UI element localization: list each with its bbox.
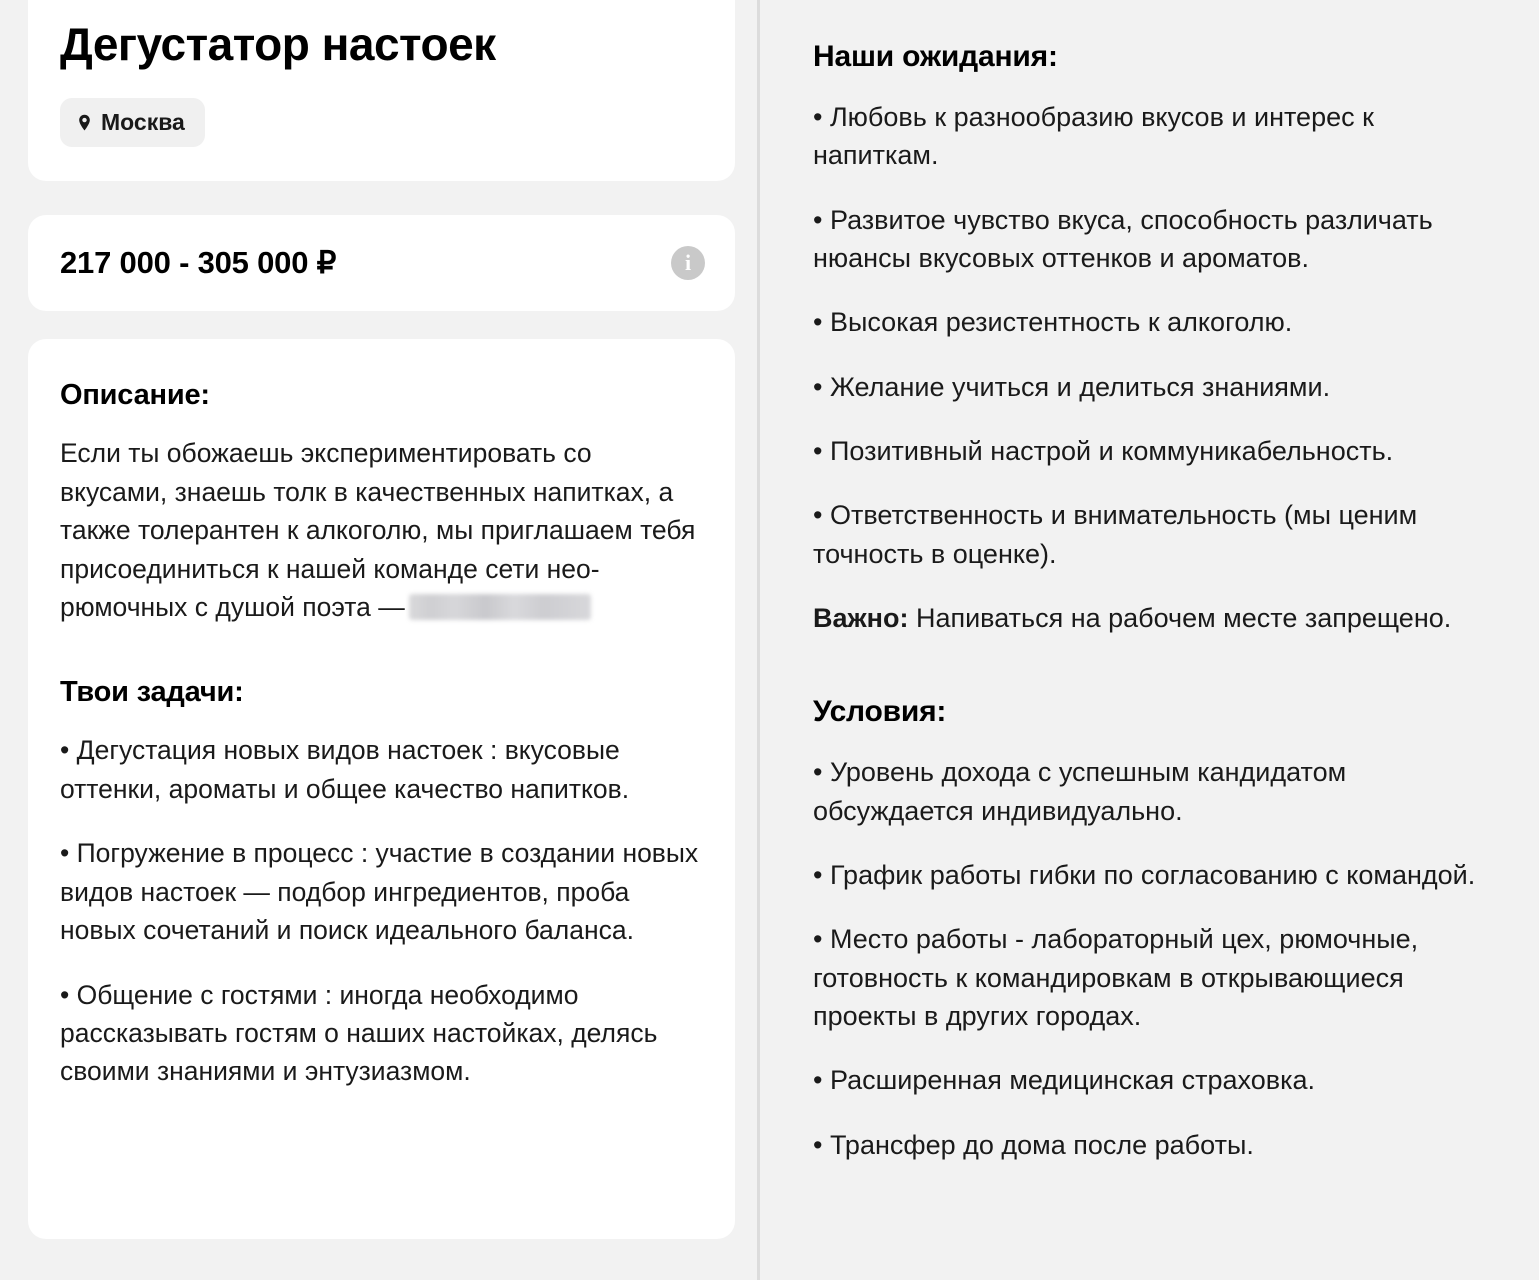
task-item: • Общение с гостями : иногда необходимо рассказывать гостям о наших настойках, делясь своими знаниями и энтузиазмом. xyxy=(60,979,658,1087)
expectation-item: • Позитивный настрой и коммуникабельность. xyxy=(813,435,1394,466)
expectation-item: • Ответственность и внимательность (мы ценим точность в оценке). xyxy=(813,500,1418,569)
expectation-item: • Развитое чувство вкуса, способность различать нюансы вкусовых оттенков и ароматов. xyxy=(813,204,1433,273)
description-heading: Описание: xyxy=(60,379,210,412)
condition-item: • Место работы - лабораторный цех, рюмочные, готовность к командировкам в открывающиеся проекты в других городах. xyxy=(813,924,1419,1031)
condition-item: • График работы гибки по согласованию с командой. xyxy=(813,859,1476,890)
salary-value: 217 000 - 305 000 ₽ xyxy=(60,245,337,281)
info-icon[interactable]: i xyxy=(671,246,705,280)
map-pin-icon xyxy=(76,114,93,131)
description-paragraph xyxy=(60,434,701,626)
salary-card xyxy=(28,215,735,311)
condition-item: • Расширенная медицинская страховка. xyxy=(813,1065,1316,1096)
job-header-card xyxy=(28,0,735,181)
location-badge xyxy=(60,98,205,147)
redacted-company-name xyxy=(409,594,591,620)
expectation-item: • Желание учиться и делиться знаниями. xyxy=(813,371,1331,402)
important-note xyxy=(813,599,1492,637)
conditions-heading: Условия: xyxy=(813,695,947,729)
left-column xyxy=(0,0,757,1280)
task-item: • Дегустация новых видов настоек : вкусовые оттенки, ароматы и общее качество напитков. xyxy=(60,735,630,804)
tasks-heading: Твои задачи: xyxy=(60,676,244,709)
task-item: • Погружение в процесс : участие в создании новых видов настоек — подбор ингредиентов, проба новых сочетаний и поиск идеального баланса. xyxy=(60,838,699,946)
column-divider xyxy=(757,0,760,1280)
important-label: Важно: xyxy=(813,602,909,633)
condition-item: • Уровень дохода с успешным кандидатом обсуждается индивидуально. xyxy=(813,757,1347,826)
description-text: Если ты обожаешь экспериментировать со вкусами, знаешь толк в качественных напитках, а также толерантен к алкоголю, мы приглашаем тебя присоединиться к нашей команде сети нео-рюмочных с душой поэта — xyxy=(60,438,696,622)
expectations-heading: Наши ожидания: xyxy=(813,40,1058,73)
description-card xyxy=(28,339,735,1239)
location-label: Москва xyxy=(101,109,185,136)
right-column xyxy=(757,0,1536,1280)
condition-item: • Трансфер до дома после работы. xyxy=(813,1129,1254,1160)
important-text: Напиваться на рабочем месте запрещено. xyxy=(908,602,1452,633)
expectation-item: • Высокая резистентность к алкоголю. xyxy=(813,307,1293,338)
expectation-item: • Любовь к разнообразию вкусов и интерес к напиткам. xyxy=(813,102,1374,171)
page-title: Дегустатор настоек xyxy=(60,18,496,70)
